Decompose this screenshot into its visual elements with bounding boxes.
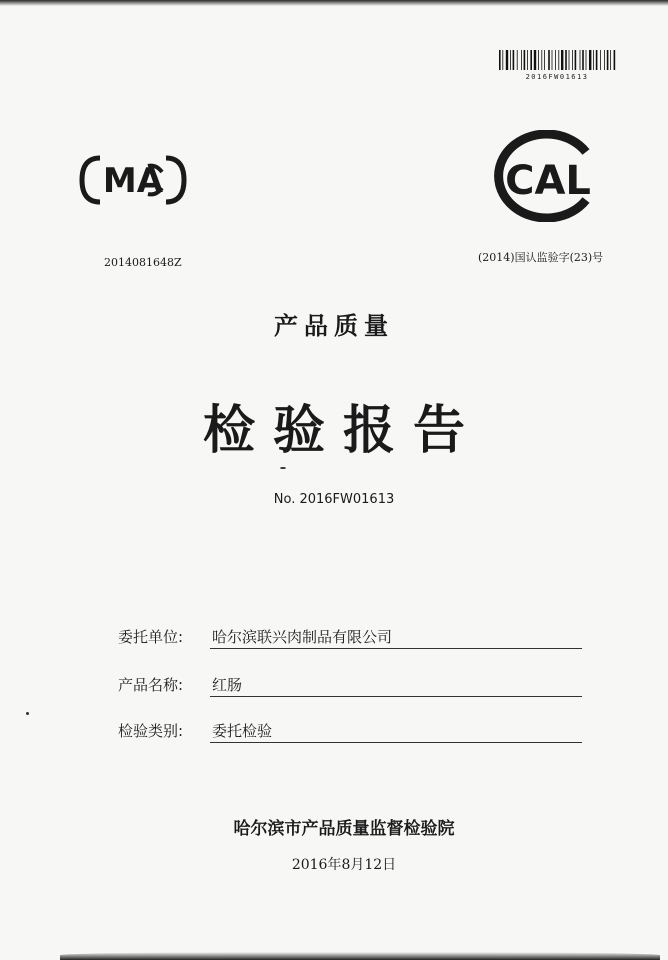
field-label: 产品名称: (118, 676, 184, 694)
issue-date: 2016年8月12日 (291, 857, 397, 873)
cal-logo-text: CAL (505, 158, 591, 204)
page-top-shadow (0, 0, 668, 6)
barcode-number: 2016FW01613 (525, 73, 589, 81)
field-label: 委托单位: (118, 628, 184, 646)
report-number: No. 2016FW01613 (273, 492, 395, 507)
report-title-line2: 检验报告 (202, 401, 483, 461)
cma-cert-number: 2014081648Z (104, 256, 182, 269)
field-underline (210, 742, 582, 743)
cal-cert-number: (2014)国认监验字(23)号 (478, 251, 604, 264)
field-client (118, 626, 584, 652)
field-label: 检验类别: (118, 722, 184, 740)
issuing-institute: 哈尔滨市产品质量监督检验院 (233, 819, 455, 839)
field-underline (210, 648, 582, 649)
cal-logo (486, 130, 604, 222)
field-inspection-type (118, 720, 584, 746)
report-title-line1: 产品质量 (274, 312, 394, 340)
field-underline (210, 696, 582, 697)
field-value: 委托检验 (212, 722, 273, 740)
field-value: 哈尔滨联兴肉制品有限公司 (212, 628, 393, 646)
field-value: 红肠 (212, 676, 243, 694)
cma-logo-text: MA (102, 161, 164, 201)
scan-speck (26, 712, 29, 715)
cma-logo (78, 150, 188, 210)
field-product-name (118, 674, 584, 700)
scan-speck (280, 467, 286, 469)
page-bottom-shadow (60, 952, 660, 960)
